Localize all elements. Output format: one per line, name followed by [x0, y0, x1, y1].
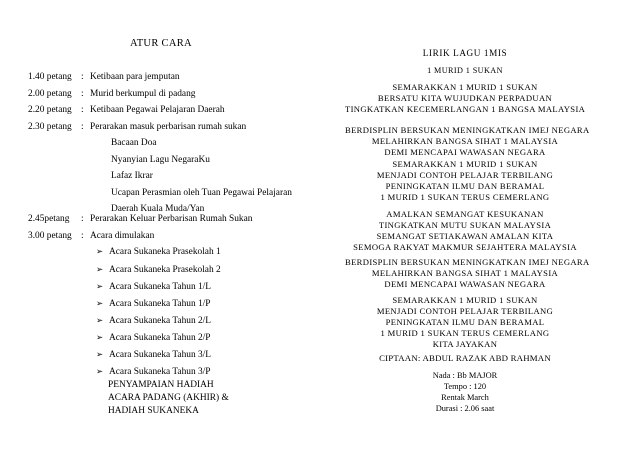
song-subtitle: 1 MURID 1 SUKAN — [427, 66, 503, 75]
song-meta — [345, 370, 585, 414]
schedule-time: 3.00 petang — [28, 231, 72, 241]
closing-item: HADIAH SUKANEKA — [108, 406, 199, 416]
verse-line: 1 MURID 1 SUKAN TERUS CEMERLANG — [380, 192, 550, 202]
event-label: Acara Sukaneka Tahun 2/P — [109, 333, 211, 343]
song-credit: CIPTAAN: ABDUL RAZAK ABD RAHMAN — [379, 353, 551, 363]
schedule-time: 1.40 petang — [28, 72, 72, 82]
schedule-desc: Perarakan Keluar Perbarisan Rumah Sukan — [90, 214, 253, 224]
verse-line: TINGKATKAN KECEMERLANGAN 1 BANGSA MALAYSIA — [345, 104, 586, 114]
song-verse — [345, 82, 585, 115]
verse-line: DEMI MENCAPAI WAWASAN NEGARA — [384, 279, 546, 289]
verse-line: BERDISPLIN BERSUKAN MENINGKATKAN IMEJ NEGARA — [345, 257, 590, 267]
meta-tempo: Tempo : 120 — [443, 382, 487, 391]
song-verse — [345, 257, 590, 290]
verse-line: TINGKATKAN MUTU SUKAN MALAYSIA — [378, 220, 552, 230]
arrow-bullet-icon: ➢ — [96, 333, 104, 343]
arrow-bullet-icon: ➢ — [96, 282, 104, 292]
verse-line: DEMI MENCAPAI WAWASAN NEGARA — [384, 147, 546, 157]
verse-line: BERDISPLIN BERSUKAN MENINGKATKAN IMEJ NEGARA — [345, 125, 590, 135]
song-verse — [345, 125, 590, 158]
song-verse — [345, 159, 585, 203]
event-label: Acara Sukaneka Tahun 2/L — [109, 316, 211, 326]
meta-rhythm: Rentak March — [441, 393, 489, 402]
schedule-colon: : — [81, 105, 84, 115]
programme-sub-item: Nyanyian Lagu NegaraKu — [111, 155, 210, 165]
closing-item: ACARA PADANG (AKHIR) & — [108, 393, 229, 403]
schedule-time: 2.00 petang — [28, 89, 72, 99]
schedule-colon: : — [81, 72, 84, 82]
verse-line: KITA JAYAKAN — [432, 339, 498, 349]
song-title: LIRIK LAGU 1MIS — [422, 48, 508, 58]
event-list-item — [96, 350, 211, 360]
arrow-bullet-icon: ➢ — [96, 350, 104, 360]
event-label: Acara Sukaneka Tahun 1/P — [109, 299, 211, 309]
programme-sub-item: Lafaz Ikrar — [111, 171, 153, 181]
verse-line: SEMARAKKAN 1 MURID 1 SUKAN — [392, 159, 538, 169]
song-verse — [345, 295, 585, 350]
arrow-bullet-icon: ➢ — [96, 247, 104, 257]
schedule-desc: Perarakan masuk perbarisan rumah sukan — [90, 122, 247, 132]
verse-line: PENINGKATAN ILMU DAN BERAMAL — [385, 317, 545, 327]
verse-line: SEMANGAT SETIAKAWAN AMALAN KITA — [376, 231, 554, 241]
meta-duration: Durasi : 2.06 saat — [435, 404, 495, 413]
event-list-item — [96, 367, 211, 377]
schedule-time: 2.30 petang — [28, 122, 72, 132]
programme-sub-item: Ucapan Perasmian oleh Tuan Pegawai Pelajaran — [111, 188, 292, 198]
verse-line: MELAHIRKAN BANGSA SIHAT 1 MALAYSIA — [371, 268, 559, 278]
schedule-desc: Ketibaan Pegawai Pelajaran Daerah — [90, 105, 225, 115]
verse-line: BERSATU KITA WUJUDKAN PERPADUAN — [377, 93, 553, 103]
arrow-bullet-icon: ➢ — [96, 316, 104, 326]
event-list-item — [96, 265, 221, 275]
programme-sub-item: Bacaan Doa — [111, 138, 157, 148]
event-list-item — [96, 299, 211, 309]
schedule-desc: Ketibaan para jemputan — [90, 72, 180, 82]
schedule-desc: Acara dimulakan — [90, 231, 155, 241]
schedule-colon: : — [81, 122, 84, 132]
verse-line: SEMARAKKAN 1 MURID 1 SUKAN — [392, 295, 538, 305]
event-label: Acara Sukaneka Tahun 3/L — [109, 350, 211, 360]
song-verse — [345, 209, 585, 253]
event-list-item — [96, 316, 211, 326]
arrow-bullet-icon: ➢ — [96, 265, 104, 275]
arrow-bullet-icon: ➢ — [96, 367, 104, 377]
event-label: Acara Sukaneka Prasekolah 2 — [109, 265, 221, 275]
event-label: Acara Sukaneka Prasekolah 1 — [109, 247, 221, 257]
event-list-item — [96, 333, 211, 343]
schedule-time: 2.45petang — [28, 214, 70, 224]
verse-line: SEMOGA RAKYAT MAKMUR SEJAHTERA MALAYSIA — [353, 242, 577, 252]
event-label: Acara Sukaneka Tahun 1/L — [109, 282, 211, 292]
schedule-colon: : — [81, 231, 84, 241]
verse-line: 1 MURID 1 SUKAN TERUS CEMERLANG — [380, 328, 550, 338]
schedule-time: 2.20 petang — [28, 105, 72, 115]
verse-line: MENJADI CONTOH PELAJAR TERBILANG — [376, 170, 554, 180]
programme-sub-item: Daerah Kuala Muda/Yan — [111, 204, 205, 214]
closing-item: PENYAMPAIAN HADIAH — [108, 380, 214, 390]
event-list-item — [96, 247, 221, 257]
schedule-desc: Murid berkumpul di padang — [90, 89, 196, 99]
verse-line: MELAHIRKAN BANGSA SIHAT 1 MALAYSIA — [371, 136, 559, 146]
meta-key: Nada : Bb MAJOR — [432, 371, 498, 380]
schedule-colon: : — [81, 89, 84, 99]
atur-cara-title: ATUR CARA — [130, 38, 192, 49]
verse-line: AMALKAN SEMANGAT KESUKANAN — [386, 209, 544, 219]
schedule-colon: : — [81, 214, 84, 224]
verse-line: PENINGKATAN ILMU DAN BERAMAL — [385, 181, 545, 191]
event-list-item — [96, 282, 211, 292]
arrow-bullet-icon: ➢ — [96, 299, 104, 309]
event-label: Acara Sukaneka Tahun 3/P — [109, 367, 211, 377]
verse-line: MENJADI CONTOH PELAJAR TERBILANG — [376, 306, 554, 316]
verse-line: SEMARAKKAN 1 MURID 1 SUKAN — [392, 82, 538, 92]
